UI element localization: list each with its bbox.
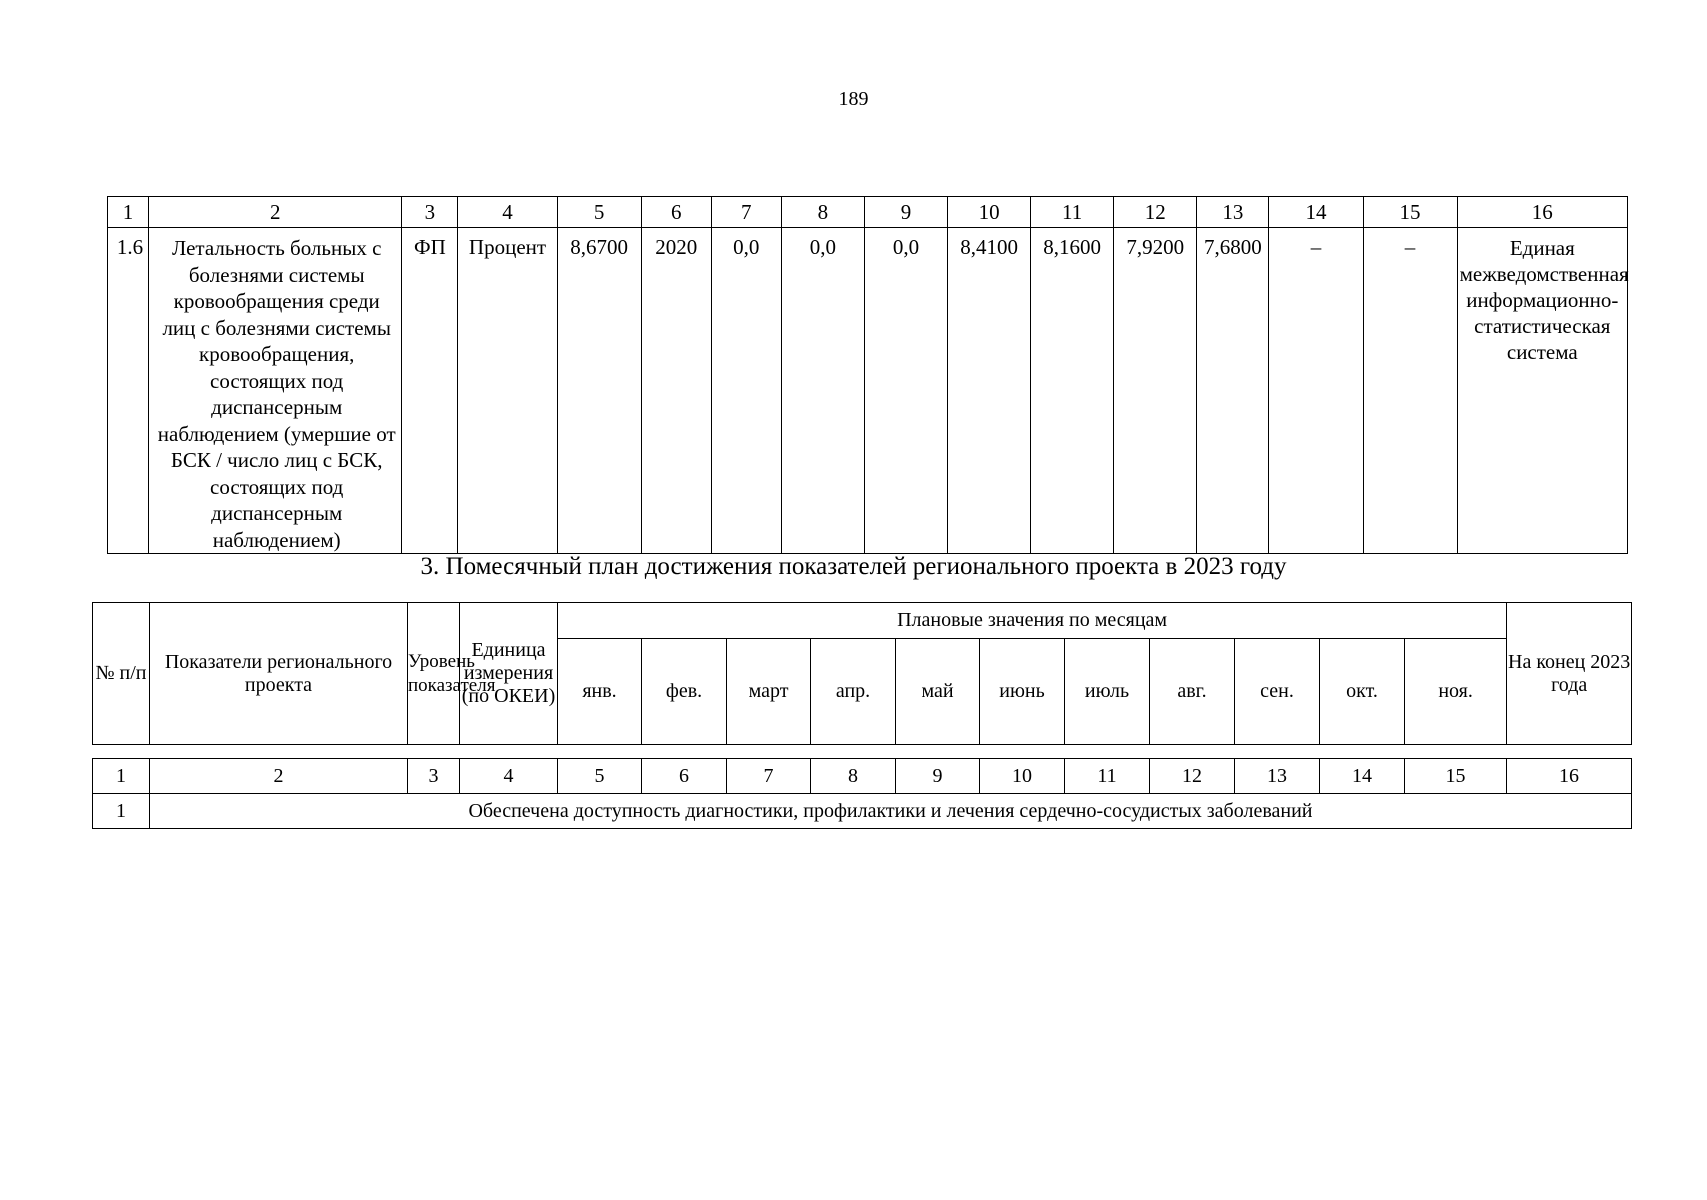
col-number: 6 — [642, 759, 727, 794]
row-number: 1 — [93, 794, 150, 829]
col-number: 9 — [864, 197, 947, 228]
col-indicator-header: Показатели регионального проекта — [150, 603, 408, 745]
month-header: окт. — [1320, 639, 1405, 745]
value-cell: 0,0 — [864, 228, 947, 554]
col-number: 7 — [711, 197, 781, 228]
row-number: 1.6 — [108, 228, 149, 554]
col-unit-header: Единица измерения (по ОКЕИ) — [460, 603, 558, 745]
col-number: 5 — [557, 197, 641, 228]
col-num-header: № п/п — [93, 603, 150, 745]
header-row — [93, 603, 1632, 639]
col-number: 8 — [811, 759, 896, 794]
col-number: 3 — [408, 759, 460, 794]
col-end-header: На конец 2023 года — [1507, 603, 1632, 745]
value-cell: – — [1363, 228, 1457, 554]
col-number: 16 — [1507, 759, 1632, 794]
planned-values-header: Плановые значения по месяцам — [558, 603, 1507, 639]
col-number: 2 — [149, 197, 402, 228]
section-title: 3. Помесячный план достижения показателей регионального проекта в 2023 году — [420, 553, 1287, 580]
col-number: 9 — [896, 759, 980, 794]
month-header: март — [727, 639, 811, 745]
monthly-plan-table — [92, 758, 1632, 829]
month-header: ноя. — [1405, 639, 1507, 745]
indicator-table — [107, 196, 1628, 554]
indicator-level: ФП — [402, 228, 458, 554]
month-header: авг. — [1150, 639, 1235, 745]
col-number: 10 — [980, 759, 1065, 794]
col-number: 5 — [558, 759, 642, 794]
base-year-cell: 2020 — [641, 228, 711, 554]
month-header: июль — [1065, 639, 1150, 745]
col-number: 15 — [1363, 197, 1457, 228]
column-numbers-row — [93, 759, 1632, 794]
value-cell: 0,0 — [781, 228, 864, 554]
col-number: 11 — [1065, 759, 1150, 794]
month-header: фев. — [642, 639, 727, 745]
page-number: 189 — [838, 88, 869, 110]
value-cell: – — [1269, 228, 1363, 554]
base-value-cell: 8,6700 — [557, 228, 641, 554]
col-number: 7 — [727, 759, 811, 794]
col-number: 1 — [108, 197, 149, 228]
col-number: 8 — [781, 197, 864, 228]
value-cell: 7,6800 — [1197, 228, 1269, 554]
month-header: май — [896, 639, 980, 745]
col-number: 11 — [1031, 197, 1114, 228]
col-number: 2 — [150, 759, 408, 794]
col-number: 4 — [460, 759, 558, 794]
col-number: 15 — [1405, 759, 1507, 794]
source-cell: Единая межведомственная информационно-статистическая система — [1457, 228, 1627, 554]
table-header-row — [108, 197, 1628, 228]
table-row — [108, 228, 1628, 554]
monthly-plan-header-table — [92, 602, 1632, 745]
month-header: сен. — [1235, 639, 1320, 745]
month-header: июнь — [980, 639, 1065, 745]
col-number: 13 — [1197, 197, 1269, 228]
col-number: 4 — [458, 197, 557, 228]
col-number: 13 — [1235, 759, 1320, 794]
month-header: апр. — [811, 639, 896, 745]
col-number: 14 — [1320, 759, 1405, 794]
col-number: 14 — [1269, 197, 1363, 228]
value-cell: 8,4100 — [948, 228, 1031, 554]
col-number: 3 — [402, 197, 458, 228]
goal-row-text: Обеспечена доступность диагностики, профилактики и лечения сердечно-сосудистых заболеваний — [150, 794, 1632, 829]
col-level-header: Уровень показателя — [408, 603, 460, 745]
value-cell: 7,9200 — [1114, 228, 1197, 554]
col-number: 12 — [1114, 197, 1197, 228]
col-number: 16 — [1457, 197, 1627, 228]
col-number: 10 — [948, 197, 1031, 228]
unit-cell: Процент — [458, 228, 557, 554]
value-cell: 0,0 — [711, 228, 781, 554]
col-number: 12 — [1150, 759, 1235, 794]
col-number: 6 — [641, 197, 711, 228]
month-header: янв. — [558, 639, 642, 745]
table-row — [93, 794, 1632, 829]
value-cell: 8,1600 — [1031, 228, 1114, 554]
col-number: 1 — [93, 759, 150, 794]
indicator-description: Летальность больных с болезнями системы кровообращения среди лиц с болезнями системы кровообращения, состоящих под диспансерным наблюдением (умершие от БСК / число лиц с БСК, состоящих под диспансерным наблюдением) — [149, 228, 402, 554]
